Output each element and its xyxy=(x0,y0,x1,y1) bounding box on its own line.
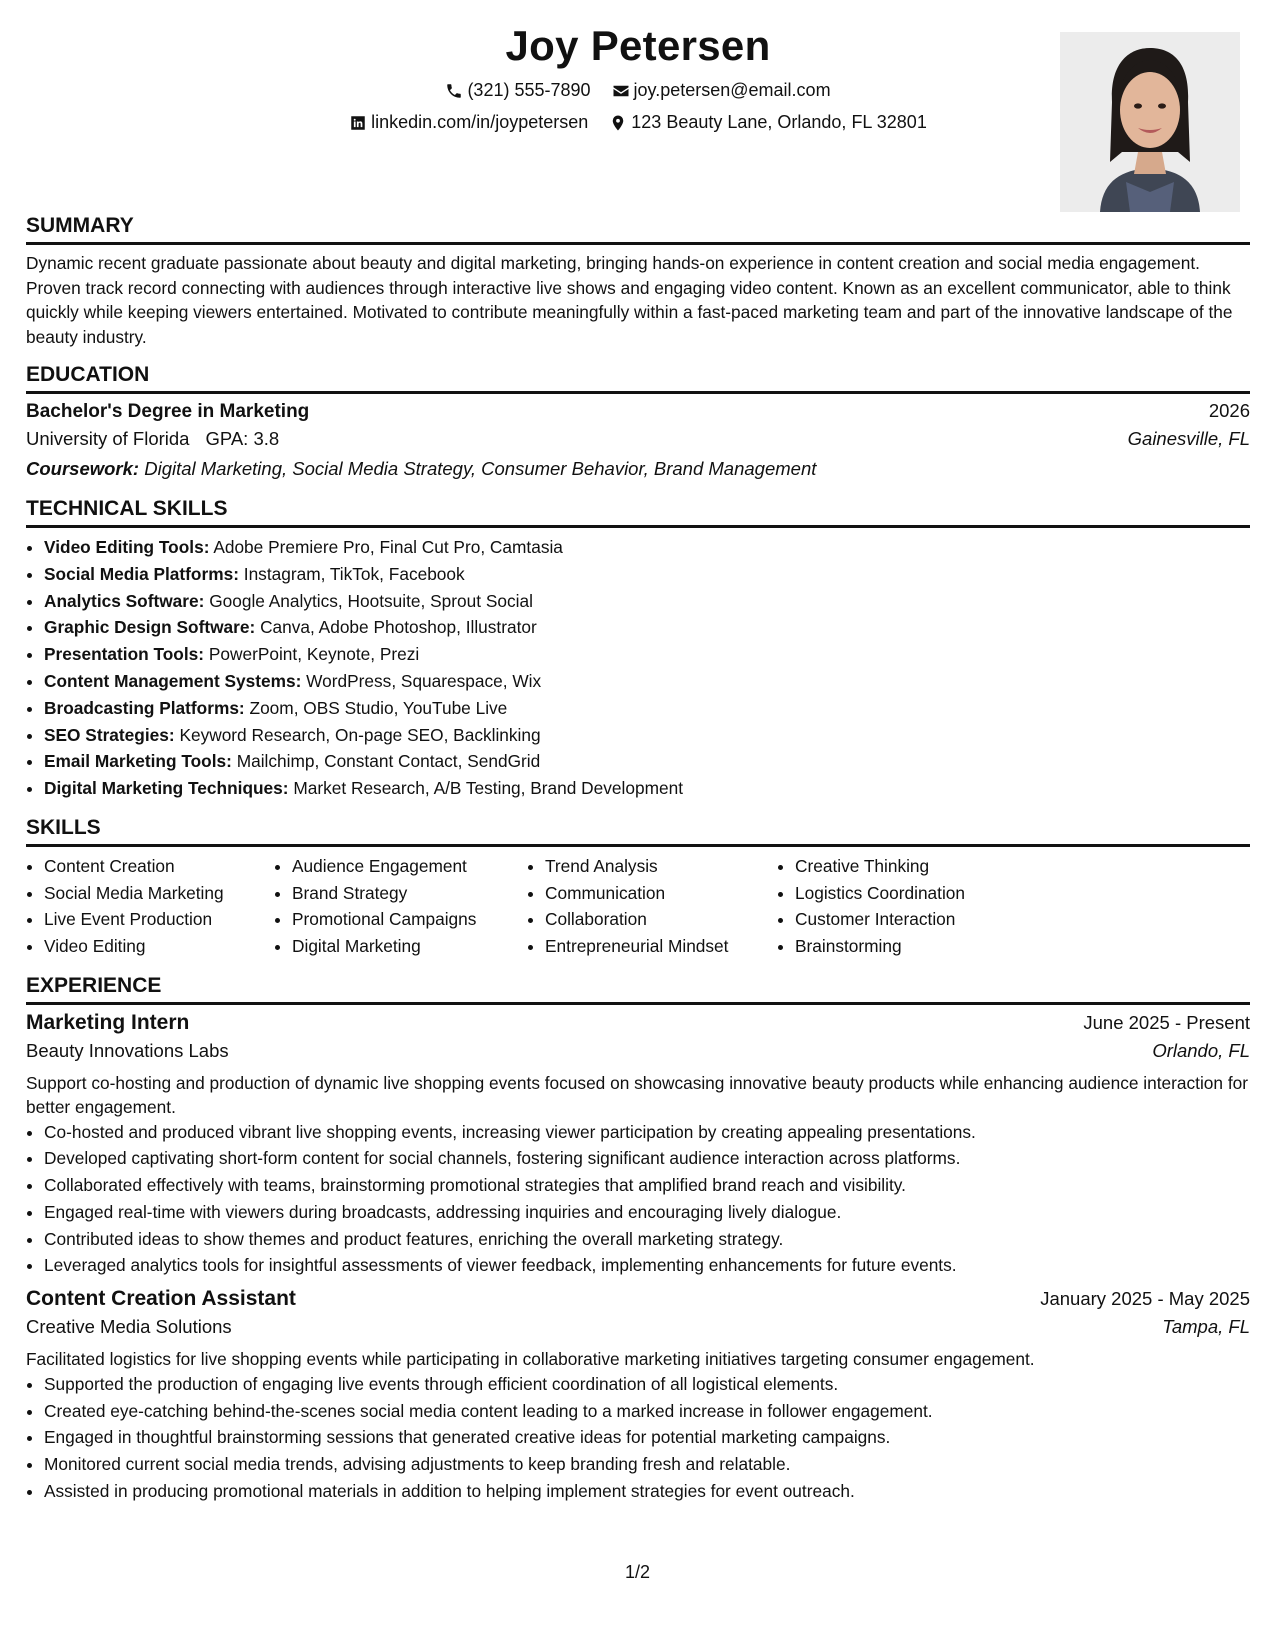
list-item xyxy=(44,722,1250,749)
profile-photo-illustration xyxy=(1060,32,1240,212)
degree-name: Bachelor's Degree in Marketing xyxy=(26,401,310,422)
section-title-education: EDUCATION xyxy=(26,363,1250,394)
list-item: • Brand Strategy xyxy=(292,880,527,907)
list-item: • Supported the production of engaging live events through efficient coordination of all logistical elements. xyxy=(44,1371,1250,1398)
phone-text: (321) 555-7890 xyxy=(467,80,591,100)
list-item xyxy=(44,561,1250,588)
job-entry xyxy=(26,1287,1250,1505)
tech-skill-label: Social Media Platforms: xyxy=(44,563,239,584)
tech-skill-label: Graphic Design Software: xyxy=(44,617,256,638)
resume-header xyxy=(26,0,1250,200)
list-item: • Collaborated effectively with teams, brainstorming promotional strategies that amplified brand reach and visibility. xyxy=(44,1172,1250,1199)
skills-column-4 xyxy=(777,853,1035,960)
list-item: • Brainstorming xyxy=(795,933,1035,960)
list-item xyxy=(44,748,1250,775)
email-text[interactable]: joy.petersen@email.com xyxy=(633,80,831,100)
gpa: GPA: 3.8 xyxy=(205,428,280,449)
list-item: • Engaged in thoughtful brainstorming sessions that generated creative ideas for potential marketing campaigns. xyxy=(44,1424,1250,1451)
address-contact xyxy=(609,112,927,133)
list-item: • Engaged real-time with viewers during broadcasts, addressing inquiries and encouraging lively dialogue. xyxy=(44,1199,1250,1226)
job-dates: June 2025 - Present xyxy=(1083,1011,1250,1033)
job-description: Facilitated logistics for live shopping events while participating in collaborative marketing initiatives targeting consumer engagement. xyxy=(26,1349,1035,1369)
experience-section xyxy=(26,974,1250,1505)
list-item: • Developed captivating short-form content for social channels, fostering significant audience interaction across platforms. xyxy=(44,1145,1250,1172)
job-organization: Beauty Innovations Labs xyxy=(26,1039,229,1061)
skills-grid xyxy=(26,853,1250,960)
coursework xyxy=(26,454,1250,483)
education-row-2 xyxy=(26,423,1250,454)
list-item: • Video Editing xyxy=(44,933,274,960)
list-item: • Customer Interaction xyxy=(795,906,1035,933)
list-item: • Social Media Marketing xyxy=(44,880,274,907)
list-item: • Audience Engagement xyxy=(292,853,527,880)
job-org-row xyxy=(26,1035,1250,1067)
tech-skill-value: Keyword Research, On-page SEO, Backlinking xyxy=(179,724,541,745)
list-item xyxy=(44,534,1250,561)
resume-page xyxy=(26,0,1250,1513)
page-number: 1/2 xyxy=(624,1562,651,1582)
technical-skills-section xyxy=(26,497,1250,802)
section-title-experience: EXPERIENCE xyxy=(26,974,1250,1005)
coursework-label: Coursework: xyxy=(26,458,140,479)
list-item: • Assisted in producing promotional materials in addition to helping implement strategies for event outreach. xyxy=(44,1478,1250,1505)
candidate-name: Joy Petersen xyxy=(505,22,771,69)
education-section xyxy=(26,363,1250,483)
list-item: • Co-hosted and produced vibrant live shopping events, increasing viewer participation by creating appealing presentations. xyxy=(44,1119,1250,1146)
job-location: Orlando, FL xyxy=(1152,1039,1250,1061)
job-title: Marketing Intern xyxy=(26,1010,190,1034)
tech-skill-label: Email Marketing Tools: xyxy=(44,751,232,772)
job-bullets xyxy=(26,1119,1250,1279)
list-item: • Monitored current social media trends, advising adjustments to keep branding fresh and relatable. xyxy=(44,1451,1250,1478)
envelope-icon xyxy=(612,82,630,100)
tech-skill-label: Digital Marketing Techniques: xyxy=(44,778,289,799)
list-item: • Leveraged analytics tools for insightful assessments of viewer feedback, implementing enhancements for future events. xyxy=(44,1252,1250,1279)
email-contact[interactable] xyxy=(612,80,831,101)
school-location: Gainesville, FL xyxy=(1127,428,1250,449)
tech-skill-value: Mailchimp, Constant Contact, SendGrid xyxy=(236,751,541,772)
skills-column-3 xyxy=(527,853,777,960)
list-item: • Logistics Coordination xyxy=(795,880,1035,907)
list-item: • Entrepreneurial Mindset xyxy=(545,933,777,960)
job-header xyxy=(26,1011,1250,1035)
map-pin-icon xyxy=(609,114,627,132)
linkedin-icon xyxy=(349,114,367,132)
list-item xyxy=(44,668,1250,695)
list-item xyxy=(44,641,1250,668)
school-name: University of Florida xyxy=(26,428,190,449)
list-item: • Digital Marketing xyxy=(292,933,527,960)
tech-skill-value: Zoom, OBS Studio, YouTube Live xyxy=(249,697,508,718)
phone-icon xyxy=(445,82,463,100)
technical-skills-list xyxy=(26,534,1250,802)
tech-skill-label: Analytics Software: xyxy=(44,590,205,611)
section-title-summary: SUMMARY xyxy=(26,214,1250,245)
section-title-technical-skills: TECHNICAL SKILLS xyxy=(26,497,1250,528)
tech-skill-value: Instagram, TikTok, Facebook xyxy=(243,563,465,584)
list-item: • Creative Thinking xyxy=(795,853,1035,880)
list-item: • Trend Analysis xyxy=(545,853,777,880)
section-title-skills: SKILLS xyxy=(26,816,1250,847)
job-bullets xyxy=(26,1371,1250,1505)
coursework-list: Digital Marketing, Social Media Strategy, Consumer Behavior, Brand Management xyxy=(144,458,817,479)
list-item: • Collaboration xyxy=(545,906,777,933)
job-entry xyxy=(26,1011,1250,1279)
list-item xyxy=(44,775,1250,802)
list-item: • Contributed ideas to show themes and product features, enriching the overall marketing strategy. xyxy=(44,1226,1250,1253)
tech-skill-label: Video Editing Tools: xyxy=(44,537,210,557)
tech-skill-value: Google Analytics, Hootsuite, Sprout Social xyxy=(209,590,533,611)
tech-skill-label: SEO Strategies: xyxy=(44,724,175,745)
list-item xyxy=(44,614,1250,641)
list-item: • Created eye-catching behind-the-scenes social media content leading to a marked increase in follower engagement. xyxy=(44,1398,1250,1425)
tech-skill-label: Presentation Tools: xyxy=(44,644,205,665)
tech-skill-value: Market Research, A/B Testing, Brand Development xyxy=(293,778,684,799)
summary-text: Dynamic recent graduate passionate about beauty and digital marketing, bringing hands-on experience in content creation and social media engagement. Proven track record connecting with audiences through interactive live shows and engaging video content. Known as an excellent communicator, able to think quickly while keeping viewers entertained. Motivated to contribute meaningfully within a fast-paced marketing team and part of the innovative landscape of the beauty industry. xyxy=(26,253,1233,347)
list-item: • Content Creation xyxy=(44,853,274,880)
job-title: Content Creation Assistant xyxy=(26,1287,296,1310)
summary-section xyxy=(26,214,1250,349)
education-row-1 xyxy=(26,400,1250,423)
list-item xyxy=(44,695,1250,722)
job-header xyxy=(26,1287,1250,1311)
skills-section xyxy=(26,816,1250,960)
linkedin-text[interactable]: linkedin.com/in/joypetersen xyxy=(371,112,589,132)
address-text: 123 Beauty Lane, Orlando, FL 32801 xyxy=(631,112,927,132)
profile-photo xyxy=(1060,32,1240,212)
list-item: • Live Event Production xyxy=(44,906,274,933)
job-description: Support co-hosting and production of dynamic live shopping events focused on showcasing innovative beauty products while enhancing audience interaction for better engagement. xyxy=(26,1072,1248,1117)
job-dates: January 2025 - May 2025 xyxy=(1040,1288,1250,1309)
job-org-row xyxy=(26,1311,1250,1343)
tech-skill-value: WordPress, Squarespace, Wix xyxy=(306,670,542,691)
job-location: Tampa, FL xyxy=(1162,1316,1250,1337)
tech-skill-value: PowerPoint, Keynote, Prezi xyxy=(208,644,420,665)
skills-column-2 xyxy=(274,853,527,960)
tech-skill-value: Adobe Premiere Pro, Final Cut Pro, Camtasia xyxy=(213,537,563,557)
job-organization: Creative Media Solutions xyxy=(26,1316,232,1337)
tech-skill-value: Canva, Adobe Photoshop, Illustrator xyxy=(260,617,537,638)
list-item xyxy=(44,588,1250,615)
phone-contact xyxy=(445,80,590,101)
graduation-year: 2026 xyxy=(1208,400,1250,421)
tech-skill-label: Broadcasting Platforms: xyxy=(44,697,245,718)
tech-skill-label: Content Management Systems: xyxy=(44,670,302,691)
linkedin-contact[interactable] xyxy=(349,112,588,133)
list-item: • Communication xyxy=(545,880,777,907)
list-item: • Promotional Campaigns xyxy=(292,906,527,933)
skills-column-1 xyxy=(26,853,274,960)
